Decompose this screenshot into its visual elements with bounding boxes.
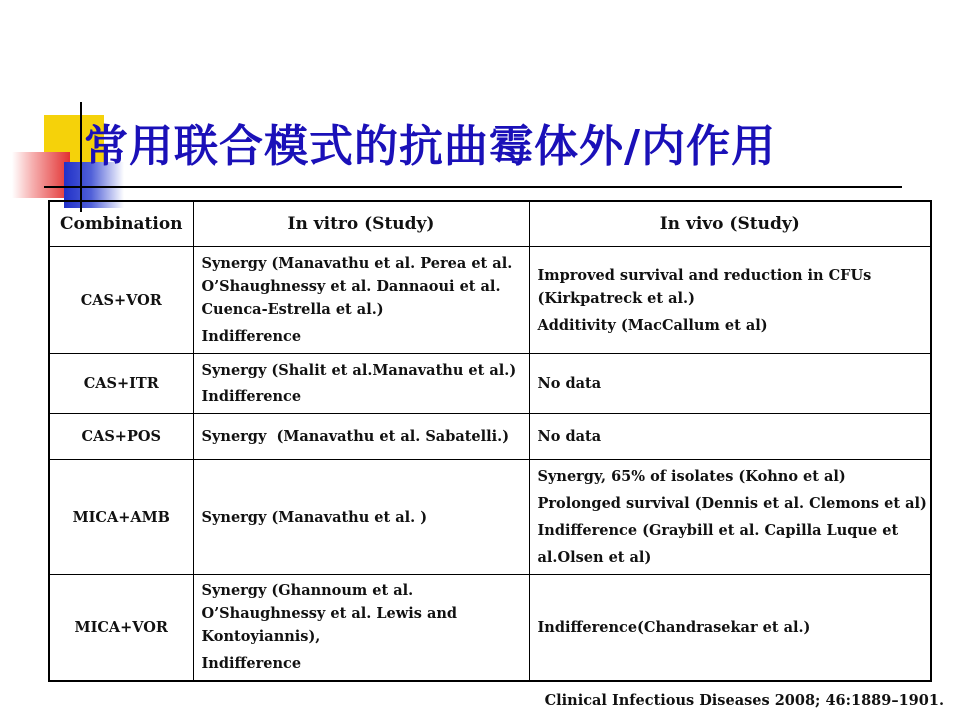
header-in-vivo: In vivo (Study) <box>529 201 931 247</box>
decor-vertical-line <box>80 102 82 212</box>
header-in-vitro: In vitro (Study) <box>193 201 529 247</box>
in-vivo-cell <box>529 247 931 354</box>
in-vivo-cell <box>529 354 931 414</box>
combination-cell: MICA+AMB <box>49 460 193 575</box>
in-vivo-line: al.Olsen et al) <box>537 549 652 566</box>
in-vivo-line: Indifference(Chandrasekar et al.) <box>537 618 811 636</box>
table-row <box>49 460 931 575</box>
in-vitro-cell <box>193 414 529 460</box>
combination-table <box>48 200 932 682</box>
in-vivo-line: Additivity (MacCallum et al) <box>537 316 768 334</box>
in-vitro-line: Indifference <box>201 655 302 673</box>
in-vivo-cell <box>529 575 931 681</box>
in-vivo-line: (Kirkpatreck et al.) <box>537 289 695 307</box>
decor-horizontal-line <box>44 186 902 188</box>
in-vitro-line: O’Shaughnessy et al. Lewis and <box>201 605 458 623</box>
in-vitro-cell <box>193 354 529 414</box>
in-vivo-line: No data <box>537 428 602 445</box>
in-vitro-line: Synergy (Manavathu et al. Sabatelli.) <box>201 428 510 445</box>
table-row <box>49 575 931 681</box>
in-vivo-line: Synergy, 65% of isolates (Kohno et al) <box>537 468 846 485</box>
page-title: 常用联合模式的抗曲霉体外/内作用 <box>84 121 777 172</box>
in-vitro-line: Synergy (Shalit et al.Manavathu et al.) <box>201 362 517 379</box>
in-vitro-cell <box>193 575 529 681</box>
in-vivo-line: Prolonged survival (Dennis et al. Clemons et al) <box>537 495 927 512</box>
in-vitro-line: Synergy (Manavathu et al. Perea et al. <box>201 255 513 272</box>
table-row <box>49 354 931 414</box>
citation: Clinical Infectious Diseases 2008; 46:1889–1901. <box>544 692 944 709</box>
table-row <box>49 247 931 354</box>
in-vitro-cell <box>193 247 529 354</box>
in-vitro-line: Synergy (Manavathu et al. ) <box>201 508 428 526</box>
in-vitro-line: O’Shaughnessy et al. Dannaoui et al. <box>201 278 501 295</box>
in-vivo-line: Improved survival and reduction in CFUs <box>537 266 872 284</box>
combination-cell: CAS+POS <box>49 414 193 460</box>
in-vitro-line: Indifference <box>201 388 302 405</box>
combination-cell: CAS+ITR <box>49 354 193 414</box>
header-combination: Combination <box>49 201 193 247</box>
combination-cell: MICA+VOR <box>49 575 193 681</box>
combination-cell: CAS+VOR <box>49 247 193 354</box>
in-vitro-line: Kontoyiannis), <box>201 628 321 646</box>
in-vivo-line: No data <box>537 375 602 392</box>
in-vitro-line: Synergy (Ghannoum et al. <box>201 582 414 600</box>
in-vivo-cell <box>529 414 931 460</box>
decor-red-block <box>12 152 70 198</box>
in-vitro-line: Cuenca-Estrella et al.) <box>201 301 384 318</box>
in-vitro-cell <box>193 460 529 575</box>
in-vivo-cell <box>529 460 931 575</box>
table-header-row <box>49 201 931 247</box>
in-vitro-line: Indifference <box>201 328 302 345</box>
in-vivo-line: Indifference (Graybill et al. Capilla Luque et <box>537 522 899 539</box>
table-row <box>49 414 931 460</box>
